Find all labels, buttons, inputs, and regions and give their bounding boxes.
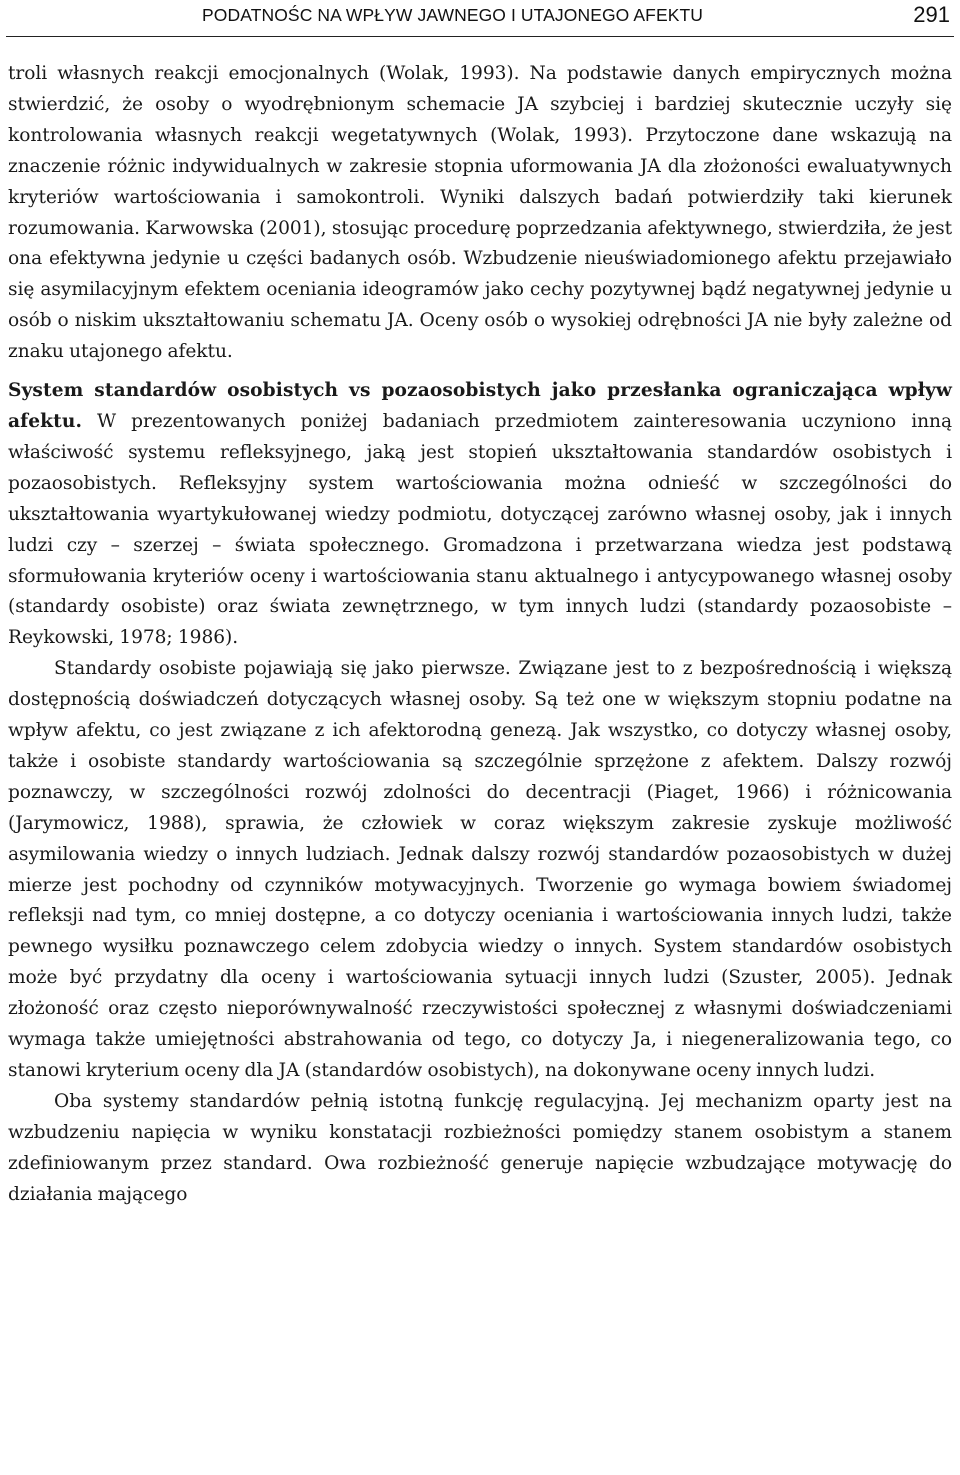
body-text <box>8 59 952 1211</box>
paragraph-personal-standards: Standardy osobiste pojawiają się jako pierwsze. Związane jest to z bezpośrednością i większą dostępnością doświadczeń dotyczących własnej osoby. Są też one w większym stopniu podatne na wpływ afektu, co jest związane z ich afektorodną genezą. Jak wszystko, co dotyczy własnej osoby, także i osobiste standardy wartościowania są szczególnie sprzężone z afektem. Dalszy rozwój poznawczy, w szczególności rozwój zdolności do decentracji (Piaget, 1966) i różnicowania (Jarymowicz, 1988), sprawia, że człowiek w coraz większym zakresie zyskuje możliwość asymilowania wiedzy o innych ludziach. Jednak dalszy rozwój standardów pozaosobistych w dużej mierze jest pochodny od czynników motywacyjnych. Tworzenie go wymaga bowiem świadomej refleksji nad tym, co mniej dostępne, a co dotyczy oceniania i wartościowania innych ludzi, także pewnego wysiłku poznawczego celem zdobycia wiedzy o innych. System standardów osobistych może być przydatny dla oceny i wartościowania sytuacji innych ludzi (Szuster, 2005). Jednak złożoność oraz często nieporównywalność rzeczywistości społecznej z własnymi doświadczeniami wymaga także umiejętności abstrahowania od tego, co dotyczy Ja, i niegeneralizowania tego, co stanowi kryterium oceny dla JA (standardów osobistych), na dokonywane oceny innych ludzi. <box>8 658 952 1081</box>
paragraph-regulatory-function: Oba systemy standardów pełnią istotną funkcję regulacyjną. Jej mechanizm oparty jest na wzbudzeniu napięcia w wyniku konstatacji rozbieżności pomiędzy stanem osobistym a stanem zdefiniowanym przez standard. Owa rozbieżność generuje napięcie wzbudzające motywację do działania mającego <box>8 1090 952 1205</box>
paragraph-section-standards <box>8 376 952 654</box>
page-number: 291 <box>913 2 950 27</box>
running-header-title: PODATNOŚC NA WPŁYW JAWNEGO I UTAJONEGO AFEKTU <box>202 5 704 25</box>
section-heading-body: W prezentowanych poniżej badaniach przedmiotem zainteresowania uczyniono inną właściwość systemu refleksyjnego, jaką jest stopień ukształtowania standardów osobistych i pozaosobistych. Refleksyjny system wartościowania można odnieść w szczególności do ukształtowania wyartykułowanej wiedzy podmiotu, dotyczącej zarówno własnej osoby, jak i innych ludzi czy – szerzej – świata społecznego. Gromadzona i przetwarzana wiedza jest podstawą sformułowania kryteriów oceny i wartościowania stanu aktualnego i antycypowanego własnej osoby (standardy osobiste) oraz świata zewnętrznego, w tym innych ludzi (standardy pozaosobiste – Reykowski, 1978; 1986). <box>8 410 952 649</box>
section-heading: System standardów osobistych vs pozaosobistych jako przesłanka ograniczająca wpływ afektu. <box>8 380 952 432</box>
running-header <box>6 0 954 37</box>
paragraph-continued: troli własnych reakcji emocjonalnych (Wolak, 1993). Na podstawie danych empirycznych można stwierdzić, że osoby o wyodrębnionym schemacie JA szybciej i bardziej skutecznie uczyły się kontrolowania własnych reakcji wegetatywnych (Wolak, 1993). Przytoczone dane wskazują na znaczenie różnic indywidualnych w zakresie stopnia uformowania JA dla złożoności ewaluatywnych kryteriów wartościowania i samokontroli. Wyniki dalszych badań potwierdziły taki kierunek rozumowania. Karwowska (2001), stosując procedurę poprzedzania afektywnego, stwierdziła, że jest ona efektywna jedynie u części badanych osób. Wzbudzenie nieuświadomionego afektu przejawiało się asymilacyjnym efektem oceniania ideogramów jako cechy pozytywnej bądź negatywnej jedynie u osób o niskim ukształtowaniu schematu JA. Oceny osób o wysokiej odrębności JA nie były zależne od znaku utajonego afektu. <box>8 63 952 363</box>
